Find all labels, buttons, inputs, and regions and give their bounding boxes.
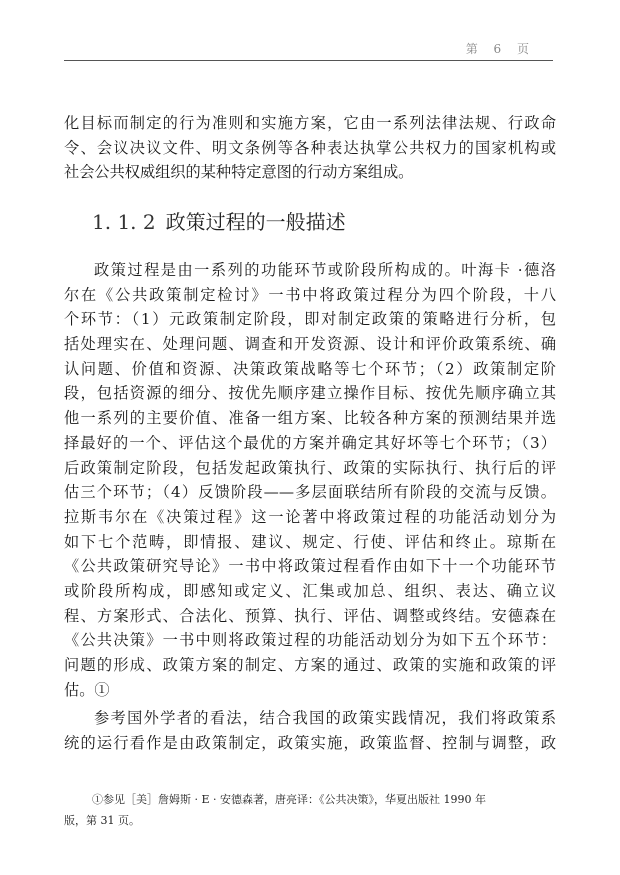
text-line: 政策过程是由一系列的功能环节或阶段所构成的。叶海卡 ·德洛: [94, 261, 556, 279]
text-line: 参考国外学者的看法，结合我国的政策实践情况，我们将政策系: [94, 709, 556, 727]
text-line: 尔在《公共政策制定检讨》一书中将政策过程分为四个阶段，十八: [64, 285, 556, 304]
text-line: 认问题、价值和资源、决策政策战略等七个环节；（2）政策制定阶: [64, 359, 556, 378]
page-number: 第 6 页: [465, 42, 535, 56]
text-line: 统的运行看作是由政策制定，政策实施，政策监督、控制与调整，政: [64, 733, 556, 752]
paragraph-closing: [64, 706, 556, 755]
text-line: 个环节：（1）元政策制定阶段，即对制定政策的策略进行分析，包: [64, 310, 556, 329]
text-line: 段，包括资源的细分、按优先顺序建立操作目标、按优先顺序确立其: [64, 384, 556, 403]
text-line: 《公共决策》一书中则将政策过程的功能活动划分为如下五个环节：: [64, 631, 556, 650]
text-line: 程、方案形式、合法化、预算、执行、评估、调整或终结。安德森在: [64, 606, 556, 625]
text-line: 令、会议决议文件、明文条例等各种表达执掌公共权力的国家机构或: [64, 138, 556, 157]
text-line: 估三个环节；（4）反馈阶段——多层面联结所有阶段的交流与反馈。: [64, 483, 556, 502]
footnote-line: ①参见［美］詹姆斯 · E · 安德森著，唐亮译：《公共决策》，华夏出版社 1990 年: [92, 793, 486, 806]
text-line: 或阶段所构成，即感知或定义、汇集或加总、组织、表达、确立议: [64, 581, 556, 600]
paragraph-policy-process: [64, 258, 556, 702]
text-line: 社会公共权威组织的某种特定意图的行动方案组成。: [64, 163, 414, 182]
text-line: 问题的形成、政策方案的制定、方案的通过、政策的实施和政策的评: [64, 656, 556, 674]
page-header: [64, 38, 553, 61]
text-line: 估。①: [64, 680, 110, 699]
text-line: 如下七个范畴，即情报、建议、规定、行使、评估和终止。琼斯在: [64, 532, 556, 551]
footnote-line: 版，第 31 页。: [64, 814, 140, 827]
text-line: 《公共政策研究导论》一书中将政策过程看作由如下十一个功能环节: [64, 557, 556, 576]
text-line: 择最好的一个、评估这个最优的方案并确定其好坏等七个环节；（3）: [64, 433, 556, 452]
footnote: [64, 789, 556, 831]
text-line: 他一系列的主要价值、准备一组方案、比较各种方案的预测结果并选: [64, 409, 556, 428]
section-number: 1. 1. 2: [92, 210, 156, 234]
text-line: 化目标而制定的行为准则和实施方案，它由一系列法律法规、行政命: [64, 114, 556, 132]
section-heading: [92, 206, 346, 235]
text-line: 括处理实在、处理问题、调查和开发资源、设计和评价政策系统、确: [64, 335, 556, 354]
text-line: 后政策制定阶段，包括发起政策执行、政策的实际执行、执行后的评: [64, 458, 556, 477]
section-title: 政策过程的一般描述: [165, 210, 346, 234]
paragraph-intro: [64, 111, 556, 185]
text-line: 拉斯韦尔在《决策过程》这一论著中将政策过程的功能活动划分为: [64, 507, 556, 526]
